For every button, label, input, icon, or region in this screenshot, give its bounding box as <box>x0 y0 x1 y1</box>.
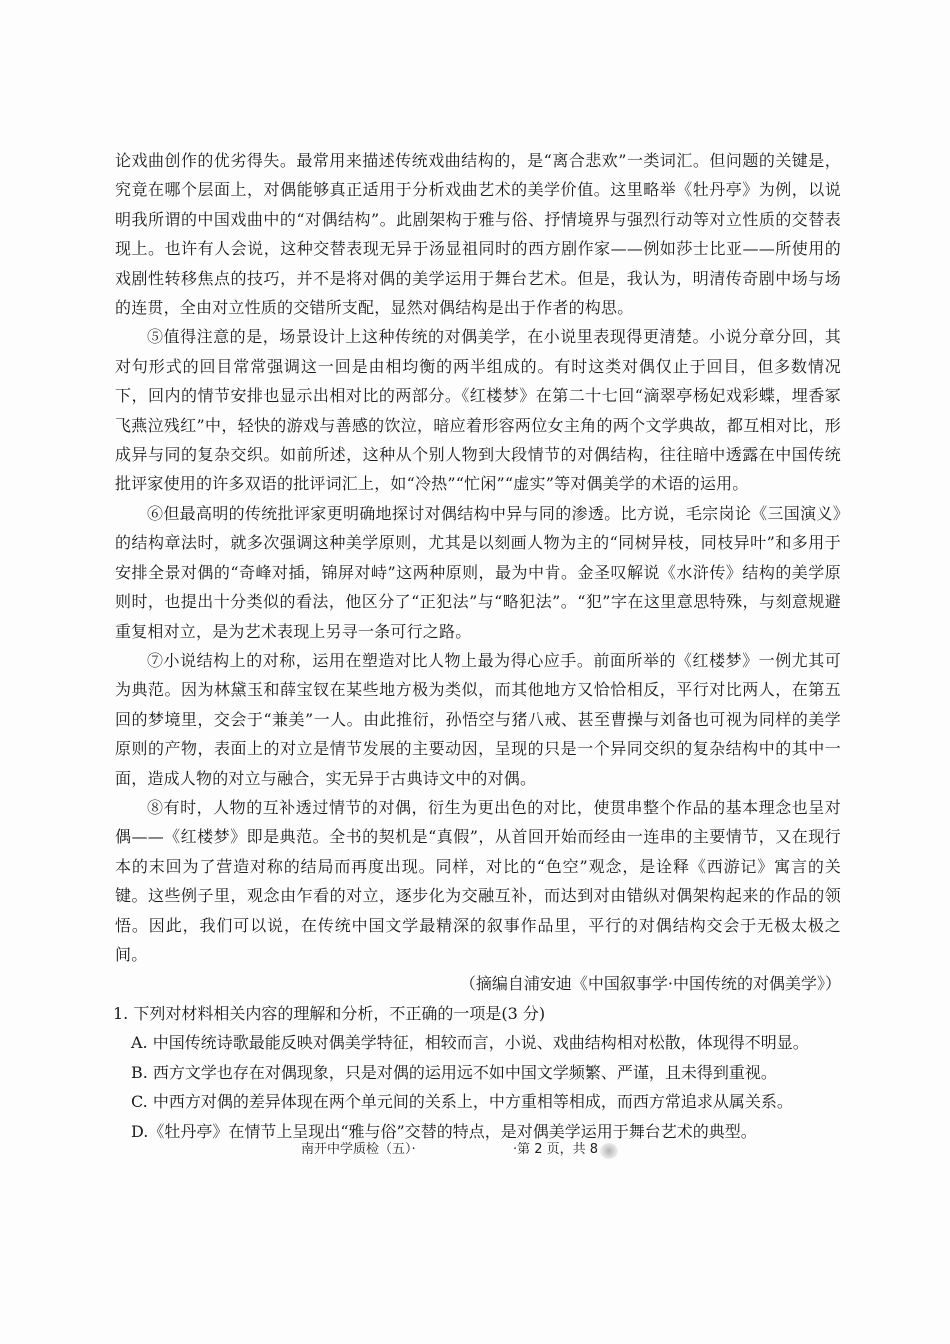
paragraph-7: ⑦小说结构上的对称，运用在塑造对比人物上最为得心应手。前面所举的《红楼梦》一例尤其可为典范。因为林黛玉和薛宝钗在某些地方极为类似，而其他地方又恰恰相反，平行对比两人，在第五回的梦境里，交会于“兼美”一人。由此推衍，孙悟空与猪八戒、甚至曹操与刘备也可视为同样的美学原则的产物，表面上的对立是情节发展的主要动因，呈现的只是一个异同交织的复杂结构中的其中一面，造成人物的对立与融合，实无异于古典诗文中的对偶。 <box>115 650 841 788</box>
paragraph-5: ⑤值得注意的是，场景设计上这种传统的对偶美学，在小说里表现得更清楚。小说分章分回，其对句形式的回目常常强调这一回是由相均衡的两半组成的。有时这类对偶仅止于回目，但多数情况下，回内的情节安排也显示出相对比的两部分。《红楼梦》在第二十七回“滴翠亭杨妃戏彩蝶，埋香冢飞燕泣残红”中，轻快的游戏与善感的饮泣，暗应着形容两位女主角的两个文学典故，都互相对比，形成异与同的复杂交织。如前所述，这种从个别人物到大段情节的对偶结构，往往暗中透露在中国传统批评家使用的许多双语的批评词汇上，如“冷热”“忙闲”“虚实”等对偶美学的术语的运用。 <box>115 327 841 494</box>
paragraph-6: ⑥但最高明的传统批评家更明确地探讨对偶结构中异与同的渗透。比方说，毛宗岗论《三国演义》的结构章法时，就多次强调这种美学原则，尤其是以刻画人物为主的“同树异枝，同枝异叶”和多用于安排全景对偶的“奇峰对插，锦屏对峙”这两种原则，最为中肯。金圣叹解说《水浒传》结构的美学原则时，也提出十分类似的看法，他区分了“正犯法”与“略犯法”。“犯”字在这里意思特殊，与刻意规避重复相对立，是为艺术表现上另寻一条可行之路。 <box>115 503 841 641</box>
option-b: B. 西方文学也存在对偶现象，只是对偶的运用远不如中国文学频繁、严谨，且未得到重视。 <box>131 1062 777 1082</box>
passage-content <box>115 146 841 1147</box>
paragraph-continued: 论戏曲创作的优劣得失。最常用来描述传统戏曲结构的，是“离合悲欢”一类词汇。但问题的关键是，究竟在哪个层面上，对偶能够真正适用于分析戏曲艺术的美学价值。这里略举《牡丹亭》为例，以说明我所谓的中国戏曲中的“对偶结构”。此剧架构于雅与俗、抒情境界与强烈行动等对立性质的交替表现上。也许有人会说，这种交替表现无异于汤显祖同时的西方剧作家——例如莎士比亚——所使用的戏剧性转移焦点的技巧，并不是将对偶的美学运用于舞台艺术。但是，我认为，明清传奇剧中场与场的连贯，全由对立性质的交错所支配，显然对偶结构是出于作者的构思。 <box>115 151 841 318</box>
option-a: A. 中国传统诗歌最能反映对偶美学特征，相较而言，小说、戏曲结构相对松散，体现得不明显。 <box>131 1033 809 1053</box>
question-options <box>115 1028 841 1146</box>
option-d: D.《牡丹亭》在情节上呈现出“雅与俗”交替的特点，是对偶美学运用于舞台艺术的典型。 <box>131 1121 757 1141</box>
ink-smudge <box>600 1143 618 1159</box>
footer-exam-name: 南开中学质检（五）· <box>301 1142 416 1157</box>
question-stem: 1. 下列对材料相关内容的理解和分析，不正确的一项是(3 分) <box>113 1003 546 1023</box>
source-citation: （摘编自浦安迪《中国叙事学·中国传统的对偶美学》） <box>459 974 841 994</box>
paragraph-8: ⑧有时，人物的互补透过情节的对偶，衍生为更出色的对比，使贯串整个作品的基本理念也呈对偶——《红楼梦》即是典范。全书的契机是“真假”，从首回开始而经由一连串的主要情节，又在现行本的末回为了营造对称的结局而再度出现。同样，对比的“色空”观念，是诠释《西游记》寓言的关键。这些例子里，观念由乍看的对立，逐步化为交融互补，而达到对由错纵对偶架构起来的作品的领悟。因此，我们可以说，在传统中国文学最精深的叙事作品里，平行的对偶结构交会于无极太极之间。 <box>115 797 841 964</box>
footer-page-number: ·第 2 页，共 8 <box>513 1142 599 1157</box>
option-c: C. 中西方对偶的差异体现在两个单元间的关系上，中方重相等相成，而西方常追求从属关系。 <box>131 1092 793 1112</box>
